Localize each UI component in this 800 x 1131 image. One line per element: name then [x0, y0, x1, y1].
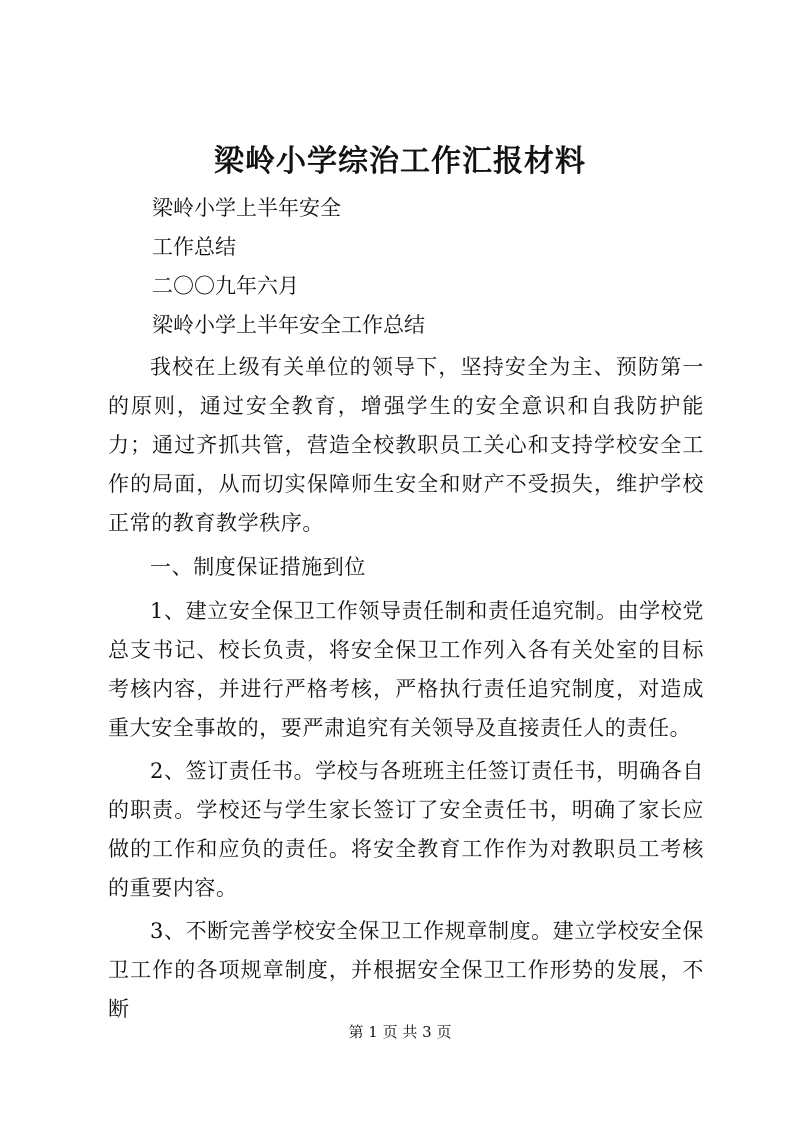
header-line-full-title: 梁岭小学上半年安全工作总结 — [152, 313, 425, 337]
header-line-date: 二〇〇九年六月 — [152, 274, 299, 298]
header-line-school-half-year: 梁岭小学上半年安全 — [152, 196, 341, 220]
header-line-work-summary: 工作总结 — [152, 235, 236, 259]
document-title: 梁岭小学综治工作汇报材料 — [214, 144, 586, 179]
paragraph-item-1: 1、建立安全保卫工作领导责任制和责任追究制。由学校党总支书记、校长负责，将安全保卫工作列入各有关处室的目标考核内容，并进行严格考核，严格执行责任追究制度，对造成重大安全事故的，要严肃追究有关领导及直接责任人的责任。 — [108, 599, 704, 740]
paragraph-item-2: 2、签订责任书。学校与各班班主任签订责任书，明确各自的职责。学校还与学生家长签订了安全责任书，明确了家长应做的工作和应负的责任。将安全教育工作作为对教职员工考核的重要内容。 — [108, 759, 704, 900]
paragraph-item-3: 3、不断完善学校安全保卫工作规章制度。建立学校安全保卫工作的各项规章制度，并根据安全保卫工作形势的发展，不断 — [108, 919, 704, 1021]
page-footer: 第 1 页 共 3 页 — [348, 1023, 452, 1041]
paragraph-intro: 我校在上级有关单位的领导下，坚持安全为主、预防第一的原则，通过安全教育，增强学生的安全意识和自我防护能力；通过齐抓共管，营造全校教职员工关心和支持学校安全工作的局面，从而切实保障师生安全和财产不受损失，维护学校正常的教育教学秩序。 — [108, 355, 704, 535]
section-heading-1: 一、制度保证措施到位 — [150, 555, 366, 579]
